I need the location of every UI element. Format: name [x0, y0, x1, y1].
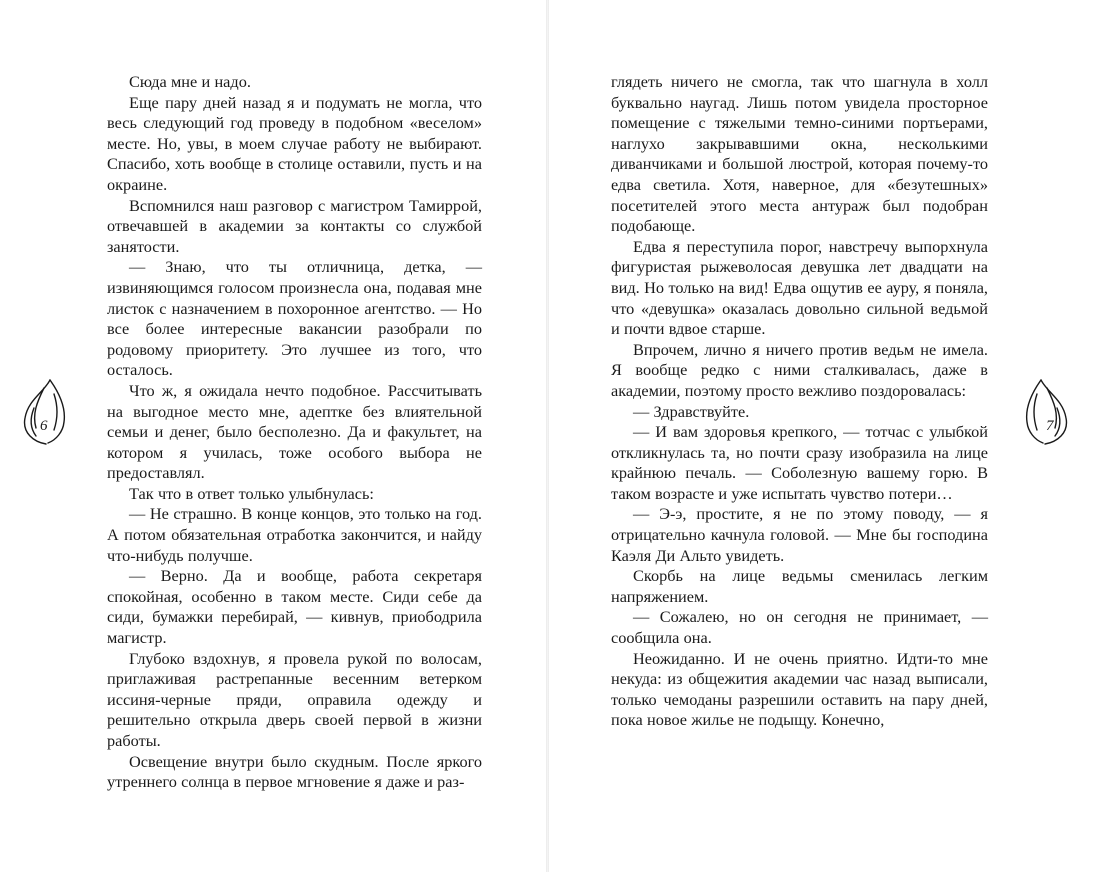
paragraph: Скорбь на лице ведьмы сменилась легким напряжением. — [611, 566, 988, 606]
page-number-marker — [1021, 378, 1071, 448]
paragraph: Так что в ответ только улыбнулась: — [129, 483, 374, 503]
paragraph: — Знаю, что ты отличница, детка, — извиняющимся голосом произнесла она, подавая мне листок с назначением в похоронное агентство. — Но все более интересные вакансии разобрали по родовому приоритету. Это лучшее из того, что осталось. — [107, 257, 482, 380]
page-number: 6 — [40, 418, 48, 434]
paragraph: Освещение внутри было скудным. После яркого утреннего солнца в первое мгновение я даже и раз- — [107, 751, 482, 792]
right-page-text — [611, 72, 988, 731]
paragraph: Еще пару дней назад я и подумать не могла, что весь следующий год проведу в подобном «веселом» месте. Но, увы, в моем случае работу не выбирают. Спасибо, хоть вообще в столице оставили, пусть и на окраине. — [107, 92, 482, 194]
page-number-marker — [20, 378, 70, 448]
paragraph: Глубоко вздохнув, я провела рукой по волосам, приглаживая растрепанные весенним ветерком иссиня-черные пряди, оправила одежду и решительно открыла дверь своей первой в жизни работы. — [107, 648, 482, 750]
paragraph: — Верно. Да и вообще, работа секретаря спокойная, особенно в таком месте. Сиди себе да сиди, бумажки перебирай, — кивнув, приободрила магистр. — [107, 566, 482, 648]
paragraph: Впрочем, лично я ничего против ведьм не имела. Я вообще редко с ними сталкивалась, даже в академии, поэтому просто вежливо поздоровалась: — [611, 339, 988, 400]
paragraph: Неожиданно. И не очень приятно. Идти-то мне некуда: из общежития академии час назад выписали, только чемоданы разрешили оставить на пару дней, пока новое жилье не подыщу. Конечно, — [611, 648, 988, 730]
left-page-text — [107, 72, 482, 793]
paragraph: — Сожалею, но он сегодня не принимает, — сообщила она. — [611, 607, 988, 648]
paragraph: — Э-э, простите, я не по этому поводу, — я отрицательно качнула головой. — Мне бы господина Каэля Ди Альто увидеть. — [611, 504, 988, 565]
right-page — [549, 0, 1096, 872]
paragraph: Вспомнился наш разговор с магистром Тамиррой, отвечавшей в академии за контакты со службой занятости. — [107, 195, 482, 256]
flame-icon — [20, 378, 70, 448]
paragraph: — И вам здоровья крепкого, — тотчас с улыбкой откликнулась та, но почти сразу изобразила на лице крайнюю печаль. — Соболезную вашему горю. В таком возрасте и уже испытать чувство потери… — [611, 422, 988, 503]
page-number: 7 — [1046, 418, 1054, 434]
paragraph: Сюда мне и надо. — [129, 72, 251, 91]
flame-icon — [1021, 378, 1071, 448]
paragraph-continued: глядеть ничего не смогла, так что шагнула в холл буквально наугад. Лишь потом увидела просторное помещение с тяжелыми темно-синими портьерами, наглухо закрывавшими окна, несколькими диванчиками и большой люстрой, которая почему-то едва светила. Хотя, наверное, для «безутешных» посетителей этого места антураж был подобран подобающе. — [611, 72, 988, 236]
paragraph: — Не страшно. В конце концов, это только на год. А потом обязательная отработка закончится, и найду что-нибудь получше. — [107, 504, 482, 565]
paragraph: Что ж, я ожидала нечто подобное. Рассчитывать на выгодное место мне, адептке без влиятельной семьи и денег, было бесполезно. Да и факультет, на котором я училась, тоже особого выбора не предоставлял. — [107, 380, 482, 483]
paragraph: — Здравствуйте. — [633, 401, 750, 421]
paragraph: Едва я переступила порог, навстречу выпорхнула фигуристая рыжеволосая девушка лет двадцати на вид. Но только на вид! Едва ощутив ее ауру, я поняла, что «девушка» оказалась довольно сильной ведьмой и почти вдвое старше. — [611, 236, 988, 339]
left-page — [0, 0, 547, 872]
